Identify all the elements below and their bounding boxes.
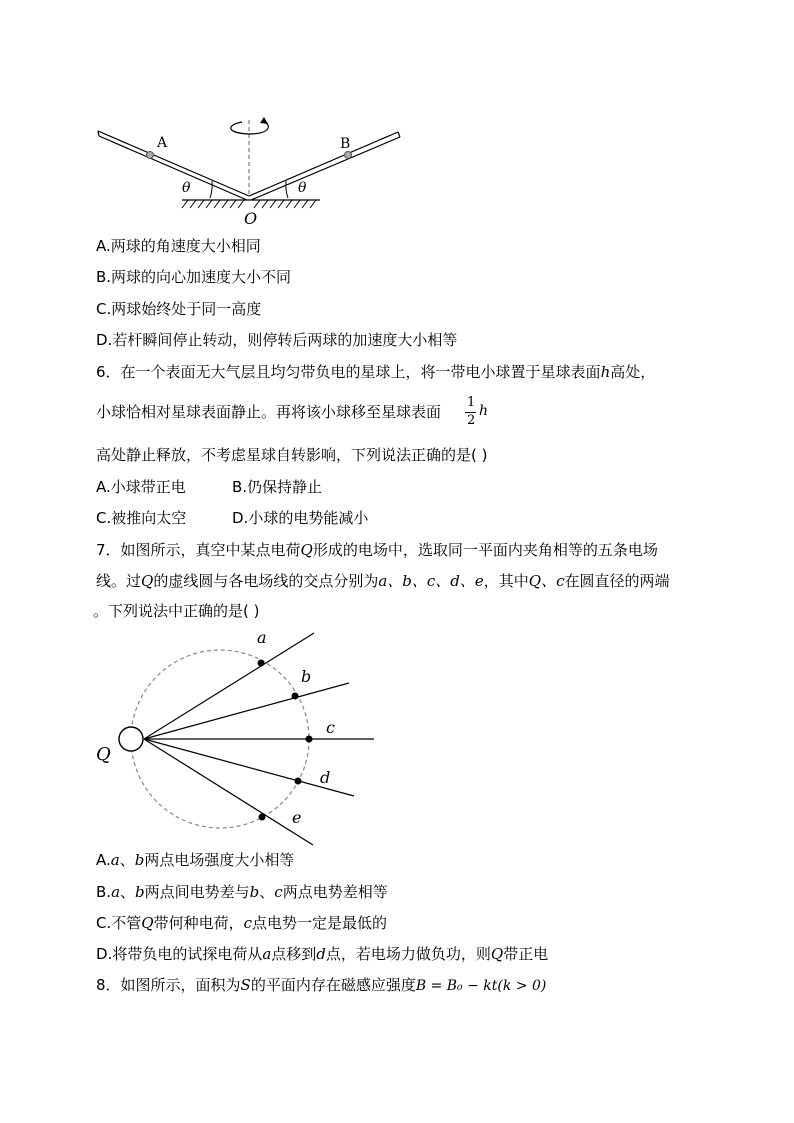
label-pt-d: d: [320, 768, 331, 787]
q6-stem-line1: 6．在一个表面无大气层且均匀带负电的星球上，将一带电小球置于星球表面h高处，: [96, 363, 656, 381]
point-c: [306, 736, 313, 743]
q6-option-a: A.小球带正电: [96, 478, 186, 496]
q7-option-b: B.a、b两点间电势差与b、c两点电势差相等: [96, 883, 388, 901]
q7-stem-line3: 。下列说法中正确的是( ): [93, 602, 260, 620]
q6-option-c: C.被推向太空: [96, 509, 187, 527]
fraction-numerator: 1: [467, 395, 476, 410]
label-a: A: [157, 135, 168, 151]
point-b: [292, 693, 299, 700]
q7-option-a: A.a、b两点电场强度大小相等: [96, 851, 295, 869]
q5-option-b: B.两球的向心加速度大小不同: [96, 268, 292, 286]
label-pt-c: c: [326, 718, 335, 737]
q7-stem-line1: 7．如图所示，真空中某点电荷Q形成的电场中，选取同一平面内夹角相等的五条电场: [96, 541, 658, 559]
q6-stem-line3: 高处静止释放，不考虑星球自转影响，下列说法正确的是( ): [96, 446, 488, 464]
q5-option-c: C.两球始终处于同一高度: [96, 300, 262, 318]
label-o: O: [244, 209, 258, 228]
q8-formula: B = B₀ − kt(k > 0): [415, 978, 547, 994]
point-a: [258, 660, 265, 667]
q8-stem-line1: 8．如图所示，面积为S的平面内存在磁感应强度B = B₀ − kt(k > 0): [96, 976, 547, 994]
label-theta-left: θ: [182, 180, 191, 196]
q5-option-d: D.若杆瞬间停止转动，则停转后两球的加速度大小相等: [96, 331, 458, 349]
label-b: B: [340, 136, 351, 152]
label-theta-right: θ: [298, 180, 307, 196]
charge-q: [119, 727, 143, 751]
q6-h-var: h: [479, 403, 489, 419]
point-d: [295, 778, 302, 785]
q6-option-d: D.小球的电势能减小: [232, 509, 369, 527]
q6-stem-line2: 小球恰相对星球表面静止。再将该小球移至星球表面: [96, 403, 442, 421]
q5-option-a: A.两球的角速度大小相同: [96, 237, 261, 255]
fraction-denominator: 2: [467, 413, 476, 428]
q7-option-d: D.将带负电的试探电荷从a点移到d点，若电场力做负功，则Q带正电: [96, 945, 549, 963]
label-q: Q: [96, 744, 111, 765]
q7-stem-line2: 线。过Q的虚线圆与各电场线的交点分别为a、b、c、d、e，其中Q、c在圆直径的两端: [96, 572, 670, 590]
label-pt-e: e: [292, 808, 302, 827]
q6-option-b: B.仍保持静止: [232, 478, 323, 496]
q7-option-c: C.不管Q带何种电荷，c点电势一定是最低的: [96, 914, 387, 932]
label-pt-a: a: [257, 628, 267, 647]
point-e: [259, 814, 266, 821]
label-pt-b: b: [301, 667, 312, 686]
